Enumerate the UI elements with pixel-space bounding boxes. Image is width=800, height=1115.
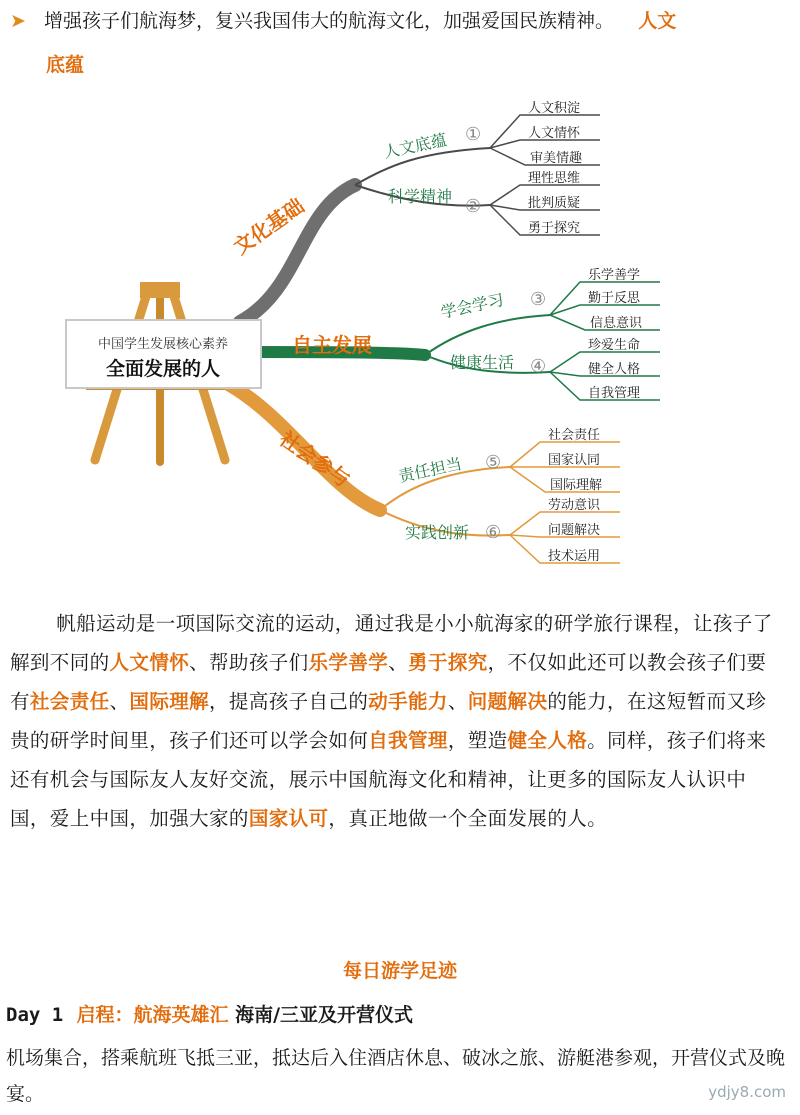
para-highlight: 国际理解 bbox=[129, 690, 210, 713]
para-text: 、 bbox=[109, 690, 130, 713]
para-text: ，提高孩子自己的 bbox=[209, 690, 369, 713]
para-text: 、帮助孩子们 bbox=[189, 651, 309, 674]
branch-label-autonomy: 自主发展 bbox=[292, 333, 372, 357]
branch-label-culture: 文化基础 bbox=[229, 193, 309, 260]
section-title: 每日游学足迹 bbox=[342, 960, 457, 982]
para-highlight: 乐学善学 bbox=[308, 651, 389, 674]
branch-label-social: 社会参与 bbox=[275, 426, 355, 492]
leaf-label: 人文情怀 bbox=[528, 126, 581, 141]
para-text: 帆船运动是一项国际交流的运动，通过我是小小航海家的研学旅行课程，让孩子了解到不同的 bbox=[10, 612, 773, 674]
sub-label-5: 责任担当 bbox=[396, 454, 464, 486]
day-number: Day 1 bbox=[6, 1004, 64, 1026]
sub-label-4: 健康生活 bbox=[450, 353, 515, 372]
para-highlight: 动手能力 bbox=[368, 690, 448, 713]
para-highlight: 社会责任 bbox=[29, 690, 110, 713]
leaf-label: 信息意识 bbox=[590, 316, 643, 331]
leaf-label: 勤于反思 bbox=[588, 291, 641, 306]
board-main: 全面发展的人 bbox=[105, 358, 221, 380]
sub-label-3: 学会学习 bbox=[438, 290, 506, 322]
para-highlight: 勇于探究 bbox=[408, 651, 488, 674]
leaf-label: 批判质疑 bbox=[528, 196, 581, 211]
sub-num-1: ① bbox=[465, 124, 482, 145]
sub-num-3: ③ bbox=[530, 289, 547, 310]
sub-label-2: 科学精神 bbox=[388, 187, 453, 206]
board-title: 中国学生发展核心素养 bbox=[97, 337, 229, 352]
para-text: ，塑造 bbox=[447, 729, 508, 752]
para-text: ，真正地做一个全面发展的人。 bbox=[328, 807, 608, 830]
para-highlight: 自我管理 bbox=[368, 729, 448, 752]
watermark: ydjy8.com bbox=[708, 1083, 786, 1101]
sub-label-6: 实践创新 bbox=[405, 523, 470, 542]
mindmap-diagram bbox=[0, 90, 800, 590]
day-description: 机场集合，搭乘航班飞抵三亚，抵达后入住酒店休息、破冰之旅、游艇港参观，开营仪式及晚宴。 bbox=[6, 1047, 786, 1105]
para-text: 、 bbox=[388, 651, 409, 674]
leaf-label: 国际理解 bbox=[550, 478, 603, 493]
leaf-label: 问题解决 bbox=[548, 523, 601, 538]
leaf-label: 审美情趣 bbox=[530, 151, 583, 166]
arrow-bullet-icon: ➤ bbox=[10, 10, 26, 32]
para-text: 。同样，孩子们将来还有机会与国际友人友好交流，展示中国航海文化和精神，让更多的国际友人认识中国，爱上中国，加强大家的 bbox=[10, 729, 767, 830]
intro-text: 增强孩子们航海梦，复兴我国伟大的航海文化，加强爱国民族精神。 bbox=[44, 10, 615, 32]
leaf-label: 健全人格 bbox=[588, 362, 641, 377]
leaf-label: 乐学善学 bbox=[588, 268, 641, 283]
para-highlight: 健全人格 bbox=[507, 729, 588, 752]
leaf-label: 劳动意识 bbox=[548, 498, 601, 513]
para-text: 、 bbox=[447, 690, 468, 713]
sub-label-1: 人文底蕴 bbox=[381, 130, 449, 162]
day-location: 海南/三亚及开营仪式 bbox=[235, 1004, 414, 1026]
sub-num-6: ⑥ bbox=[485, 522, 502, 543]
intro-tag-part2: 底蕴 bbox=[46, 54, 85, 76]
leaf-label: 珍爱生命 bbox=[588, 338, 641, 353]
leaf-label: 勇于探究 bbox=[528, 221, 581, 236]
para-highlight: 国家认可 bbox=[248, 807, 329, 830]
para-text: ，不仅如此还可以教会孩子们要有 bbox=[10, 651, 767, 713]
leaf-label: 技术运用 bbox=[548, 549, 601, 564]
leaf-label: 国家认同 bbox=[548, 453, 601, 468]
para-highlight: 人文情怀 bbox=[109, 651, 190, 674]
sub-num-5: ⑤ bbox=[485, 452, 502, 473]
intro-tag-part1: 人文 bbox=[638, 10, 677, 32]
leaf-label: 理性思维 bbox=[528, 171, 581, 186]
leaf-label: 人文积淀 bbox=[528, 101, 581, 116]
day-heading bbox=[6, 1000, 413, 1027]
sub-num-4: ④ bbox=[530, 356, 547, 377]
para-highlight: 问题解决 bbox=[467, 690, 548, 713]
day-highlight: 启程：航海英雄汇 bbox=[76, 1004, 229, 1026]
body-paragraph bbox=[10, 604, 782, 838]
para-text: 的能力，在这短暂而又珍贵的研学时间里，孩子们还可以学会如何 bbox=[10, 690, 767, 752]
sub-num-2: ② bbox=[465, 196, 482, 217]
intro-line bbox=[10, 6, 790, 36]
leaf-label: 自我管理 bbox=[588, 386, 641, 401]
leaf-label: 社会责任 bbox=[548, 428, 601, 443]
